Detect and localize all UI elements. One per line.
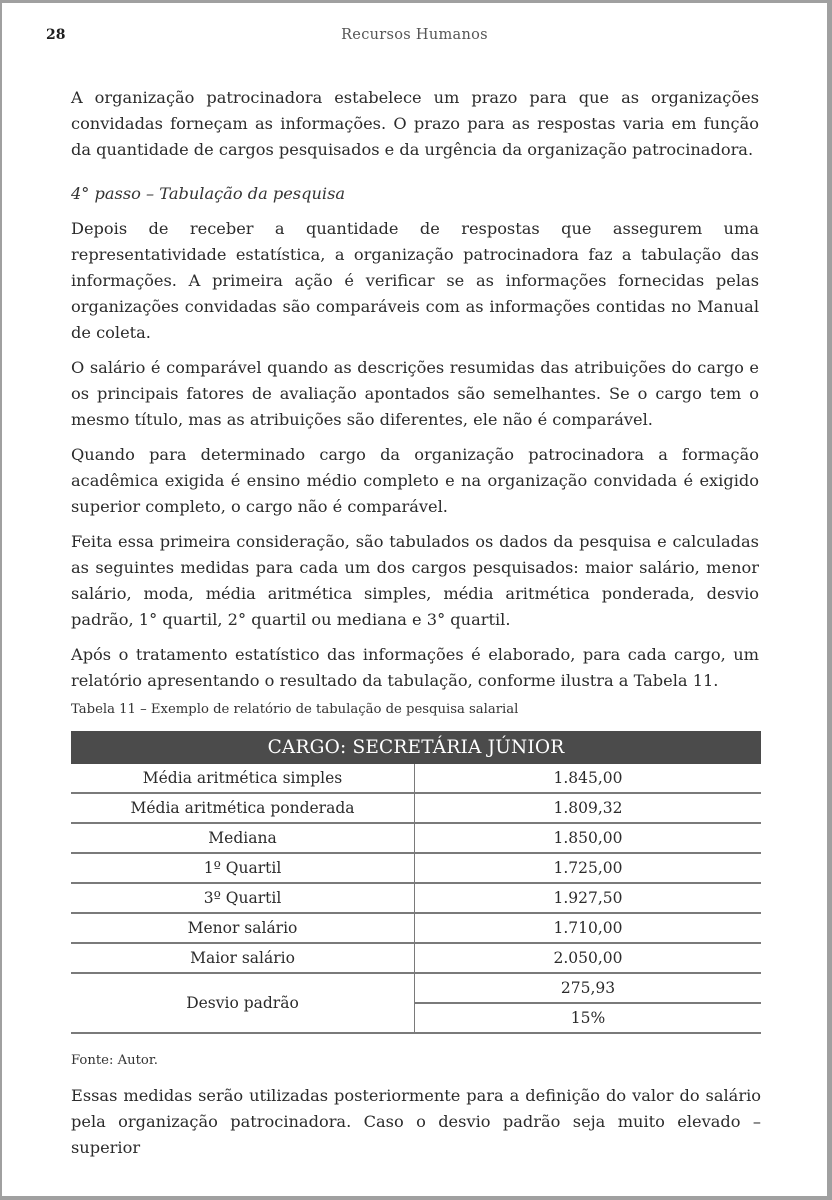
table-row [71, 853, 761, 883]
row-value: 1.927,50 [415, 883, 762, 913]
paragraph: O salário é comparável quando as descrições resumidas das atribuições do cargo e os principais fatores de avaliação apontados são semelhantes. Se o cargo tem o mesmo título, mas as atribuições são diferentes, ele não é comparável. [71, 358, 759, 429]
body-text [71, 85, 759, 703]
table-row [71, 943, 761, 973]
paragraph: Essas medidas serão utilizadas posteriormente para a definição do valor do salário pela organização patrocinadora. Caso o desvio padrão seja muito elevado – superior [71, 1086, 761, 1157]
closing-text [71, 1083, 761, 1161]
table-title: CARGO: SECRETÁRIA JÚNIOR [71, 731, 761, 764]
table-row [71, 764, 761, 793]
page-number: 28 [46, 27, 66, 43]
row-value: 2.050,00 [415, 943, 762, 973]
row-label: Média aritmética simples [71, 764, 415, 793]
paragraph: Feita essa primeira consideração, são tabulados os dados da pesquisa e calculadas as seguintes medidas para cada um dos cargos pesquisados: maior salário, menor salário, moda, média aritmética simples, média aritmética ponderada, desvio padrão, 1° quartil, 2° quartil ou mediana e 3° quartil. [71, 532, 759, 629]
row-value: 275,93 [415, 973, 762, 1003]
table-row [71, 823, 761, 853]
row-label: 1º Quartil [71, 853, 415, 883]
row-value: 1.725,00 [415, 853, 762, 883]
row-value: 1.710,00 [415, 913, 762, 943]
table-row [71, 883, 761, 913]
row-label: Média aritmética ponderada [71, 793, 415, 823]
row-value: 1.845,00 [415, 764, 762, 793]
running-header [2, 27, 827, 47]
paragraph: Depois de receber a quantidade de respostas que assegurem uma representatividade estatística, a organização patrocinadora faz a tabulação das informações. A primeira ação é verificar se as informações fornecidas pelas organizações convidadas são comparáveis com as informações contidas no Manual de coleta. [71, 219, 759, 342]
row-value: 1.850,00 [415, 823, 762, 853]
table-row [71, 913, 761, 943]
paragraph: Após o tratamento estatístico das informações é elaborado, para cada cargo, um relatório apresentando o resultado da tabulação, conforme ilustra a Tabela 11. [71, 645, 759, 690]
row-label: Menor salário [71, 913, 415, 943]
row-label: Maior salário [71, 943, 415, 973]
row-label: 3º Quartil [71, 883, 415, 913]
table-caption: Tabela 11 – Exemplo de relatório de tabulação de pesquisa salarial [71, 702, 519, 717]
section-heading: 4° passo – Tabulação da pesquisa [71, 184, 346, 203]
running-header-title: Recursos Humanos [341, 27, 488, 43]
table-row [71, 793, 761, 823]
document-page [2, 3, 827, 1196]
paragraph: A organização patrocinadora estabelece um prazo para que as organizações convidadas forneçam as informações. O prazo para as respostas varia em função da quantidade de cargos pesquisados e da urgência da organização patrocinadora. [71, 88, 759, 159]
table-source: Fonte: Autor. [71, 1053, 158, 1068]
row-label: Mediana [71, 823, 415, 853]
paragraph: Quando para determinado cargo da organização patrocinadora a formação acadêmica exigida é ensino médio completo e na organização convidada é exigido superior completo, o cargo não é comparável. [71, 445, 759, 516]
row-value: 1.809,32 [415, 793, 762, 823]
salary-table [71, 731, 761, 1034]
row-value: 15% [415, 1003, 762, 1033]
row-label: Desvio padrão [71, 973, 415, 1033]
table-row-std-dev [71, 973, 761, 1003]
